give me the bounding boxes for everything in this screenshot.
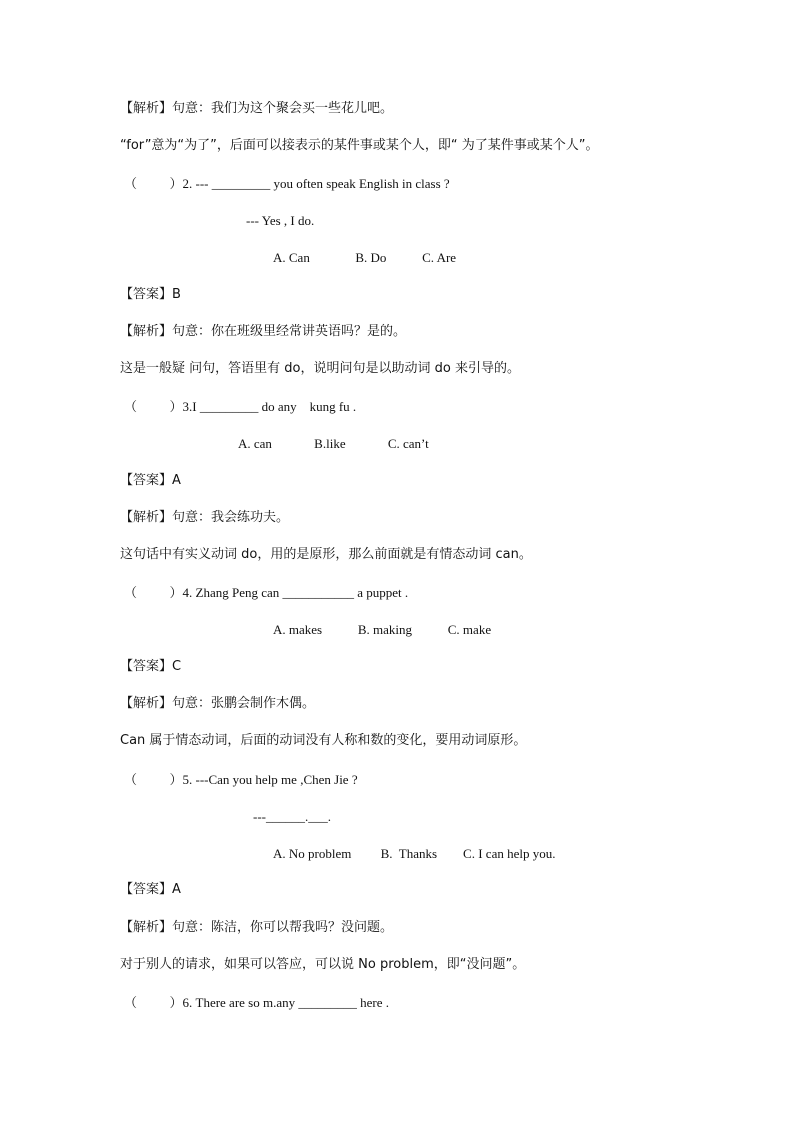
answer-2: 【答案】B xyxy=(120,287,181,302)
answer-4: 【答案】C xyxy=(120,659,182,674)
question-5-response: ---______.___. xyxy=(253,809,331,824)
explanation-4-translation: 【解析】句意：张鹏会制作木偶。 xyxy=(120,696,316,711)
question-3-options: A. can B.like C. can’t xyxy=(238,436,429,451)
question-5-options: A. No problem B. Thanks C. I can help you. xyxy=(273,846,556,861)
explanation-3-translation: 【解析】句意：我会练功夫。 xyxy=(120,510,290,525)
question-2-options: A. Can B. Do C. Are xyxy=(273,250,457,265)
answer-5: 【答案】A xyxy=(120,882,181,897)
question-6: （ ）6. There are so m.any _________ here . xyxy=(124,995,389,1010)
explanation-2-reason: 这是一般疑 问句，答语里有 do，说明问句是以助动词 do 来引导的。 xyxy=(120,361,520,376)
explanation-line: 【解析】句意：我们为这个聚会买一些花儿吧。 xyxy=(120,101,394,116)
question-3: （ ）3.I _________ do any kung fu . xyxy=(124,399,357,414)
question-2: （ ）2. --- _________ you often speak English in class ? xyxy=(124,176,450,191)
explanation-5-translation: 【解析】句意：陈洁，你可以帮我吗？没问题。 xyxy=(120,920,394,935)
explanation-4-reason: Can 属于情态动词，后面的动词没有人称和数的变化，要用动词原形。 xyxy=(120,733,527,748)
question-2-response: --- Yes , I do. xyxy=(246,213,315,228)
explanation-line: “for”意为“为了”，后面可以接表示的某件事或某个人，即“ 为了某件事或某个人”。 xyxy=(120,138,599,153)
answer-3: 【答案】A xyxy=(120,473,181,488)
question-4: （ ）4. Zhang Peng can ___________ a puppet . xyxy=(124,585,409,600)
question-4-options: A. makes B. making C. make xyxy=(273,622,492,637)
question-5: （ ）5. ---Can you help me ,Chen Jie ? xyxy=(124,772,358,787)
explanation-5-reason: 对于别人的请求，如果可以答应，可以说 No problem，即“没问题”。 xyxy=(120,957,526,972)
explanation-3-reason: 这句话中有实义动词 do，用的是原形，那么前面就是有情态动词 can。 xyxy=(120,547,532,562)
explanation-2-translation: 【解析】句意：你在班级里经常讲英语吗？是的。 xyxy=(120,324,407,339)
